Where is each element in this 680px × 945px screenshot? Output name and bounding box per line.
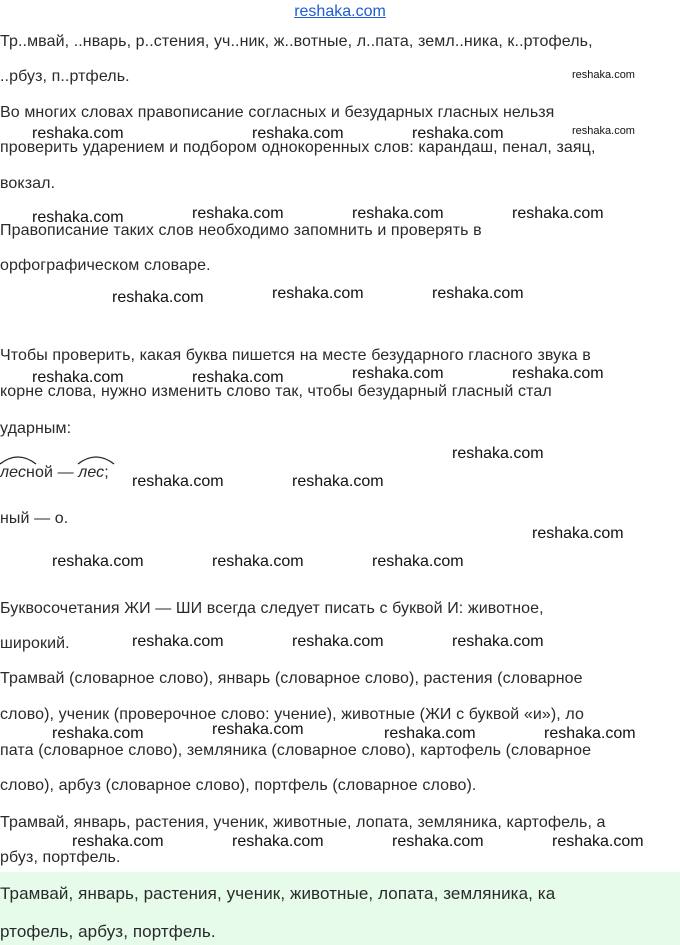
answer-line-2: ртофель, арбуз, портфель. xyxy=(0,922,216,941)
root-mark xyxy=(78,463,104,483)
watermark: reshaka.com xyxy=(192,369,284,386)
example-punct: ; xyxy=(104,464,109,481)
rule1-line-1: Во многих словах правописание согласных и безударных гласных нельзя xyxy=(0,104,555,121)
explanation-line-4: слово), арбуз (словарное слово), портфель (словарное слово). xyxy=(0,777,477,794)
rule2-line-5: ный — о. xyxy=(0,510,69,527)
watermark: reshaka.com xyxy=(32,209,124,226)
explanation-line-3: пата (словарное слово), земляника (словарное слово), картофель (словарное xyxy=(0,742,592,759)
watermark: reshaka.com xyxy=(352,205,444,222)
rule3-line-1: Буквосочетания ЖИ — ШИ всегда следует писать с буквой И: животное, xyxy=(0,600,544,617)
explanation-line-1: Трамвай (словарное слово), январь (словарное слово), растения (словарное xyxy=(0,670,583,687)
watermark: reshaka.com xyxy=(212,553,304,570)
watermark: reshaka.com xyxy=(572,125,635,137)
rule2-line-1: Чтобы проверить, какая буква пишется на месте безударного гласного звука в xyxy=(0,347,591,364)
watermark: reshaka.com xyxy=(212,721,304,738)
watermark: reshaka.com xyxy=(292,473,384,490)
watermark: reshaka.com xyxy=(552,833,644,850)
watermark: reshaka.com xyxy=(452,445,544,462)
watermark: reshaka.com xyxy=(52,725,144,742)
example-word: пенал xyxy=(502,139,548,156)
rule1-line-2: проверить ударением и подбором однокоренных слов: карандаш, пенал, заяц, xyxy=(0,139,596,156)
root-word: лес xyxy=(0,464,27,481)
watermark: reshaka.com xyxy=(232,833,324,850)
watermark: reshaka.com xyxy=(352,365,444,382)
watermark: reshaka.com xyxy=(392,833,484,850)
watermark: reshaka.com xyxy=(372,553,464,570)
root-word: лес xyxy=(78,464,105,481)
watermark: reshaka.com xyxy=(132,633,224,650)
watermark: reshaka.com xyxy=(452,633,544,650)
watermark: reshaka.com xyxy=(192,205,284,222)
watermark: reshaka.com xyxy=(32,125,124,142)
watermark: reshaka.com xyxy=(292,633,384,650)
example-word: заяц xyxy=(556,139,591,156)
result-line-2: рбуз, портфель. xyxy=(0,849,121,866)
task-line-1: Тр..мвай, ..нварь, р..стения, уч..ник, ж..вотные, л..пата, земл..ника, к..ртофель, xyxy=(0,33,593,50)
root-mark xyxy=(0,463,26,483)
example-word: карандаш xyxy=(418,139,494,156)
watermark: reshaka.com xyxy=(52,553,144,570)
task-line-2: ..рбуз, п..ртфель. xyxy=(0,68,130,85)
watermark: reshaka.com xyxy=(72,833,164,850)
rule2-example xyxy=(0,463,109,483)
rule1-line-4: Правописание таких слов необходимо запомнить и проверять в xyxy=(0,222,482,239)
root-arc-icon xyxy=(0,453,38,465)
result-line-1: Трамвай, январь, растения, ученик, животные, лопата, земляника, картофель, а xyxy=(0,814,606,831)
watermark: reshaka.com xyxy=(512,365,604,382)
ending-text: ной — xyxy=(26,464,79,481)
answer-line-1: Трамвай, январь, растения, ученик, животные, лопата, земляника, ка xyxy=(0,884,556,903)
site-link[interactable]: reshaka.com xyxy=(294,3,386,20)
rule2-line-2: корне слова, нужно изменить слово так, чтобы безударный гласный стал xyxy=(0,383,552,400)
rule1-line-5: орфографическом словаре. xyxy=(0,257,211,274)
watermark: reshaka.com xyxy=(252,125,344,142)
watermark: reshaka.com xyxy=(544,725,636,742)
rule2-line-3: ударным: xyxy=(0,420,72,437)
rule1-line-2-text: проверить ударением и подбором однокоренных слов: xyxy=(0,139,419,156)
watermark: reshaka.com xyxy=(532,525,624,542)
watermark: reshaka.com xyxy=(512,205,604,222)
rule3-line-2: широкий. xyxy=(0,635,70,652)
rule1-line-3: вокзал. xyxy=(0,175,56,192)
watermark: reshaka.com xyxy=(112,289,204,306)
watermark: reshaka.com xyxy=(272,285,364,302)
explanation-line-2: слово), ученик (проверочное слово: учение), животные (ЖИ с буквой «и»), ло xyxy=(0,706,585,723)
site-header[interactable] xyxy=(0,0,680,24)
watermark: reshaka.com xyxy=(32,369,124,386)
watermark: reshaka.com xyxy=(384,725,476,742)
watermark: reshaka.com xyxy=(132,473,224,490)
root-arc-icon xyxy=(76,453,116,465)
watermark: reshaka.com xyxy=(572,69,635,81)
watermark: reshaka.com xyxy=(432,285,524,302)
watermark: reshaka.com xyxy=(412,125,504,142)
